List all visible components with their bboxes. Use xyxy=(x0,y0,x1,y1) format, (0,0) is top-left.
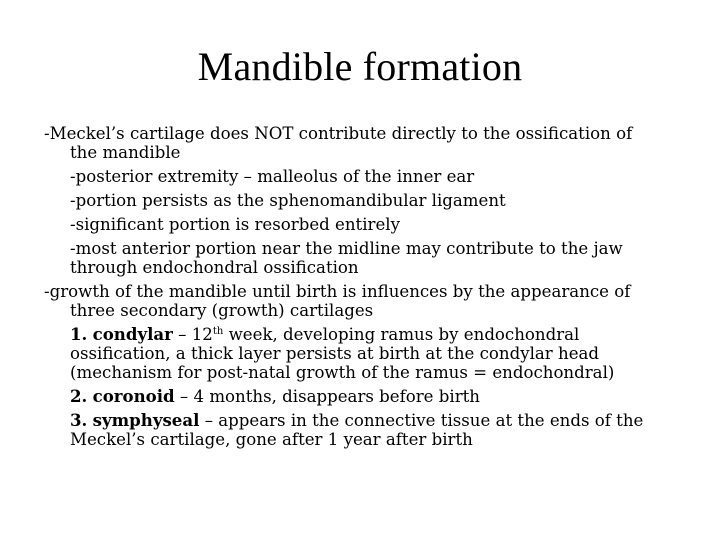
bullet-mandible-growth: -growth of the mandible until birth is influences by the appearance of xyxy=(44,282,631,301)
item-continuation: Meckel’s cartilage, gone after 1 year after birth xyxy=(70,430,473,449)
bullet-continuation: three secondary (growth) cartilages xyxy=(70,301,374,320)
item-number: 2. xyxy=(70,386,88,406)
item-number: 1. xyxy=(70,324,88,344)
item-coronoid xyxy=(44,387,684,406)
item-condylar xyxy=(44,325,684,344)
item-text: – 12 xyxy=(172,325,213,344)
slide-body xyxy=(44,124,684,449)
sub-bullet-anterior-portion: -most anterior portion near the midline may contribute to the jaw xyxy=(70,239,623,258)
item-term: condylar xyxy=(92,324,173,344)
sub-bullet-resorbed: -significant portion is resorbed entirely xyxy=(70,215,400,234)
slide-title: Mandible formation xyxy=(197,44,523,89)
item-term: symphyseal xyxy=(92,410,200,430)
item-text: – 4 months, disappears before birth xyxy=(174,387,480,406)
sub-bullet-continuation: through endochondral ossification xyxy=(70,258,359,277)
sub-bullet-sphenomandibular: -portion persists as the sphenomandibular ligament xyxy=(70,191,506,210)
item-continuation: ossification, a thick layer persists at birth at the condylar head xyxy=(70,344,600,363)
item-continuation: (mechanism for post-natal growth of the ramus = endochondral) xyxy=(70,363,615,382)
item-number: 3. xyxy=(70,410,88,430)
item-text: week, developing ramus by endochondral xyxy=(223,325,580,344)
item-symphyseal xyxy=(44,411,684,430)
item-term: coronoid xyxy=(92,386,175,406)
sub-bullet-posterior-extremity: -posterior extremity – malleolus of the inner ear xyxy=(70,167,475,186)
bullet-continuation: the mandible xyxy=(70,143,181,162)
ordinal-suffix: th xyxy=(212,326,224,337)
bullet-meckels-cartilage: -Meckel’s cartilage does NOT contribute directly to the ossification of xyxy=(44,124,633,143)
item-text: – appears in the connective tissue at the ends of the xyxy=(199,411,644,430)
